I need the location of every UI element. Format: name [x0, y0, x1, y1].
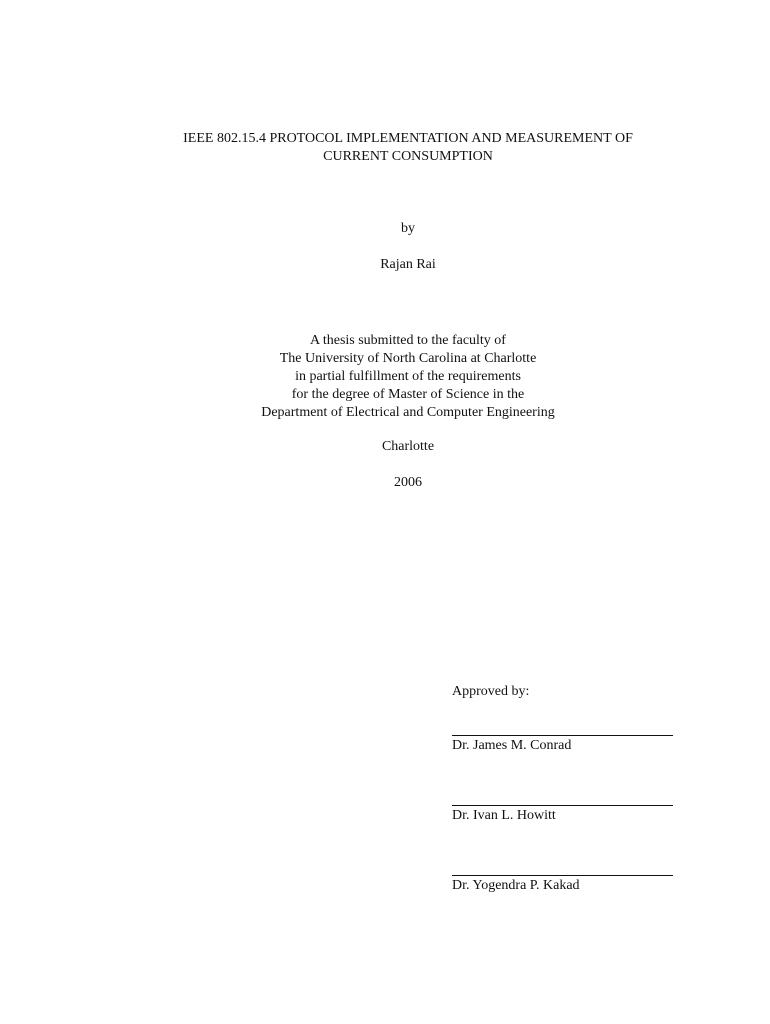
- signature-block-1: [452, 735, 674, 755]
- signature-line: [452, 875, 673, 876]
- approved-by-label: Approved by:: [452, 684, 530, 699]
- approval-block: [452, 683, 674, 893]
- signatory-name: Dr. James M. Conrad: [452, 738, 572, 753]
- thesis-title-line-2: CURRENT CONSUMPTION: [323, 149, 493, 164]
- author-name: Rajan Rai: [380, 257, 436, 272]
- city: Charlotte: [381, 439, 435, 454]
- submission-line-2: The University of North Carolina at Charlotte: [279, 351, 537, 366]
- signature-block-2: [452, 805, 674, 825]
- signatory-name: Dr. Yogendra P. Kakad: [452, 878, 580, 893]
- submission-line-3: in partial fulfillment of the requirements: [295, 369, 521, 384]
- thesis-title-line-1: IEEE 802.15.4 PROTOCOL IMPLEMENTATION AND MEASUREMENT OF: [183, 131, 633, 146]
- submission-line-4: for the degree of Master of Science in the: [291, 387, 525, 402]
- signatory-name: Dr. Ivan L. Howitt: [452, 808, 556, 823]
- submission-statement: [0, 332, 770, 422]
- signature-line: [452, 735, 673, 736]
- by-label: by: [401, 221, 415, 236]
- signature-block-3: [452, 875, 674, 895]
- signature-line: [452, 805, 673, 806]
- thesis-title: [0, 130, 770, 166]
- submission-line-1: A thesis submitted to the faculty of: [310, 333, 506, 348]
- submission-line-5: Department of Electrical and Computer Engineering: [261, 405, 555, 420]
- year: 2006: [394, 475, 422, 490]
